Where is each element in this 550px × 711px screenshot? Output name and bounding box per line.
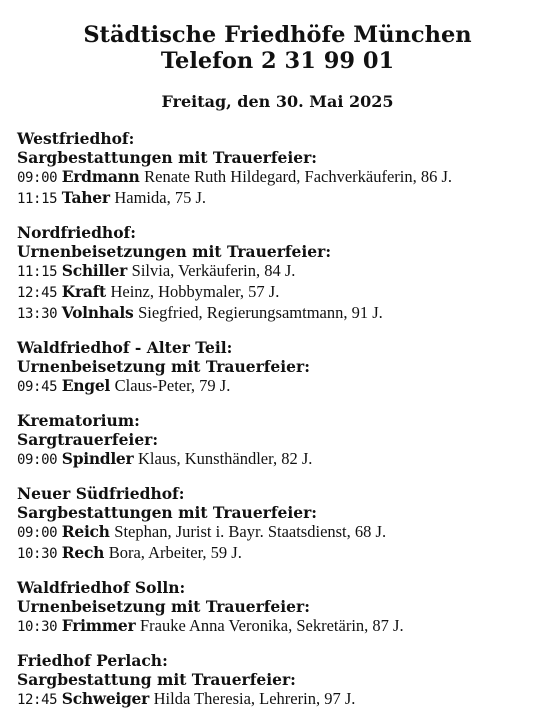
entry-time: 09:00 <box>17 452 58 468</box>
funeral-entry <box>17 616 538 637</box>
entry-surname: Taher <box>61 188 110 207</box>
funeral-entry <box>17 261 538 282</box>
schedule-date: Freitag, den 30. Mai 2025 <box>161 92 394 111</box>
cemetery-name: Friedhof Perlach: <box>17 651 168 670</box>
ceremony-type: Sargtrauerfeier: <box>17 430 159 449</box>
header-title-line2: Telefon 2 31 99 01 <box>160 48 395 74</box>
entry-surname: Frimmer <box>61 616 136 635</box>
cemetery-section <box>17 578 538 637</box>
entry-details: Heinz, Hobbymaler, 57 J. <box>110 282 280 301</box>
ceremony-type: Sargbestattung mit Trauerfeier: <box>17 670 296 689</box>
entry-surname: Erdmann <box>61 167 140 186</box>
funeral-entry <box>17 376 538 397</box>
cemetery-section <box>17 651 538 710</box>
cemetery-name: Waldfriedhof - Alter Teil: <box>17 338 233 357</box>
entry-surname: Kraft <box>61 282 106 301</box>
funeral-entry <box>17 167 538 188</box>
funeral-entry <box>17 522 538 543</box>
entry-details: Stephan, Jurist i. Bayr. Staatsdienst, 68 J. <box>114 522 387 541</box>
entry-surname: Spindler <box>61 449 134 468</box>
entry-details: Renate Ruth Hildegard, Fachverkäuferin, 86 J. <box>144 167 453 186</box>
ceremony-type: Sargbestattungen mit Trauerfeier: <box>17 503 318 522</box>
cemetery-section <box>17 223 538 324</box>
cemetery-name: Nordfriedhof: <box>17 223 136 242</box>
entry-surname: Engel <box>61 376 110 395</box>
cemetery-name: Neuer Südfriedhof: <box>17 484 185 503</box>
header-title-line1: Städtische Friedhöfe München <box>83 22 472 48</box>
cemetery-name: Waldfriedhof Solln: <box>17 578 186 597</box>
entry-surname: Schweiger <box>61 689 149 708</box>
funeral-entry <box>17 188 538 209</box>
ceremony-type: Sargbestattungen mit Trauerfeier: <box>17 148 318 167</box>
entry-details: Hilda Theresia, Lehrerin, 97 J. <box>153 689 356 708</box>
entry-time: 10:30 <box>17 546 58 562</box>
funeral-entry <box>17 449 538 470</box>
funeral-entry <box>17 689 538 710</box>
entry-details: Siegfried, Regierungsamtmann, 91 J. <box>138 303 383 322</box>
cemetery-section <box>17 484 538 564</box>
entry-time: 11:15 <box>17 191 58 207</box>
entry-time: 12:45 <box>17 692 58 708</box>
cemetery-section <box>17 338 538 397</box>
cemetery-name: Krematorium: <box>17 411 140 430</box>
cemetery-sections <box>17 129 538 710</box>
entry-details: Bora, Arbeiter, 59 J. <box>108 543 242 562</box>
entry-time: 12:45 <box>17 285 58 301</box>
ceremony-type: Urnenbeisetzung mit Trauerfeier: <box>17 597 310 616</box>
entry-surname: Volnhals <box>61 303 134 322</box>
funeral-entry <box>17 303 538 324</box>
entry-details: Klaus, Kunsthändler, 82 J. <box>137 449 313 468</box>
entry-time: 10:30 <box>17 619 58 635</box>
cemetery-section <box>17 129 538 209</box>
entry-details: Frauke Anna Veronika, Sekretärin, 87 J. <box>139 616 404 635</box>
entry-time: 13:30 <box>17 306 58 322</box>
entry-time: 11:15 <box>17 264 58 280</box>
entry-time: 09:45 <box>17 379 58 395</box>
entry-details: Hamida, 75 J. <box>114 188 206 207</box>
entry-details: Claus-Peter, 79 J. <box>114 376 231 395</box>
entry-surname: Schiller <box>61 261 127 280</box>
cemetery-name: Westfriedhof: <box>17 129 135 148</box>
funeral-entry <box>17 543 538 564</box>
funeral-entry <box>17 282 538 303</box>
ceremony-type: Urnenbeisetzung mit Trauerfeier: <box>17 357 310 376</box>
cemetery-section <box>17 411 538 470</box>
entry-surname: Rech <box>61 543 105 562</box>
entry-details: Silvia, Verkäuferin, 84 J. <box>131 261 296 280</box>
entry-time: 09:00 <box>17 170 58 186</box>
ceremony-type: Urnenbeisetzungen mit Trauerfeier: <box>17 242 332 261</box>
entry-surname: Reich <box>61 522 110 541</box>
entry-time: 09:00 <box>17 525 58 541</box>
